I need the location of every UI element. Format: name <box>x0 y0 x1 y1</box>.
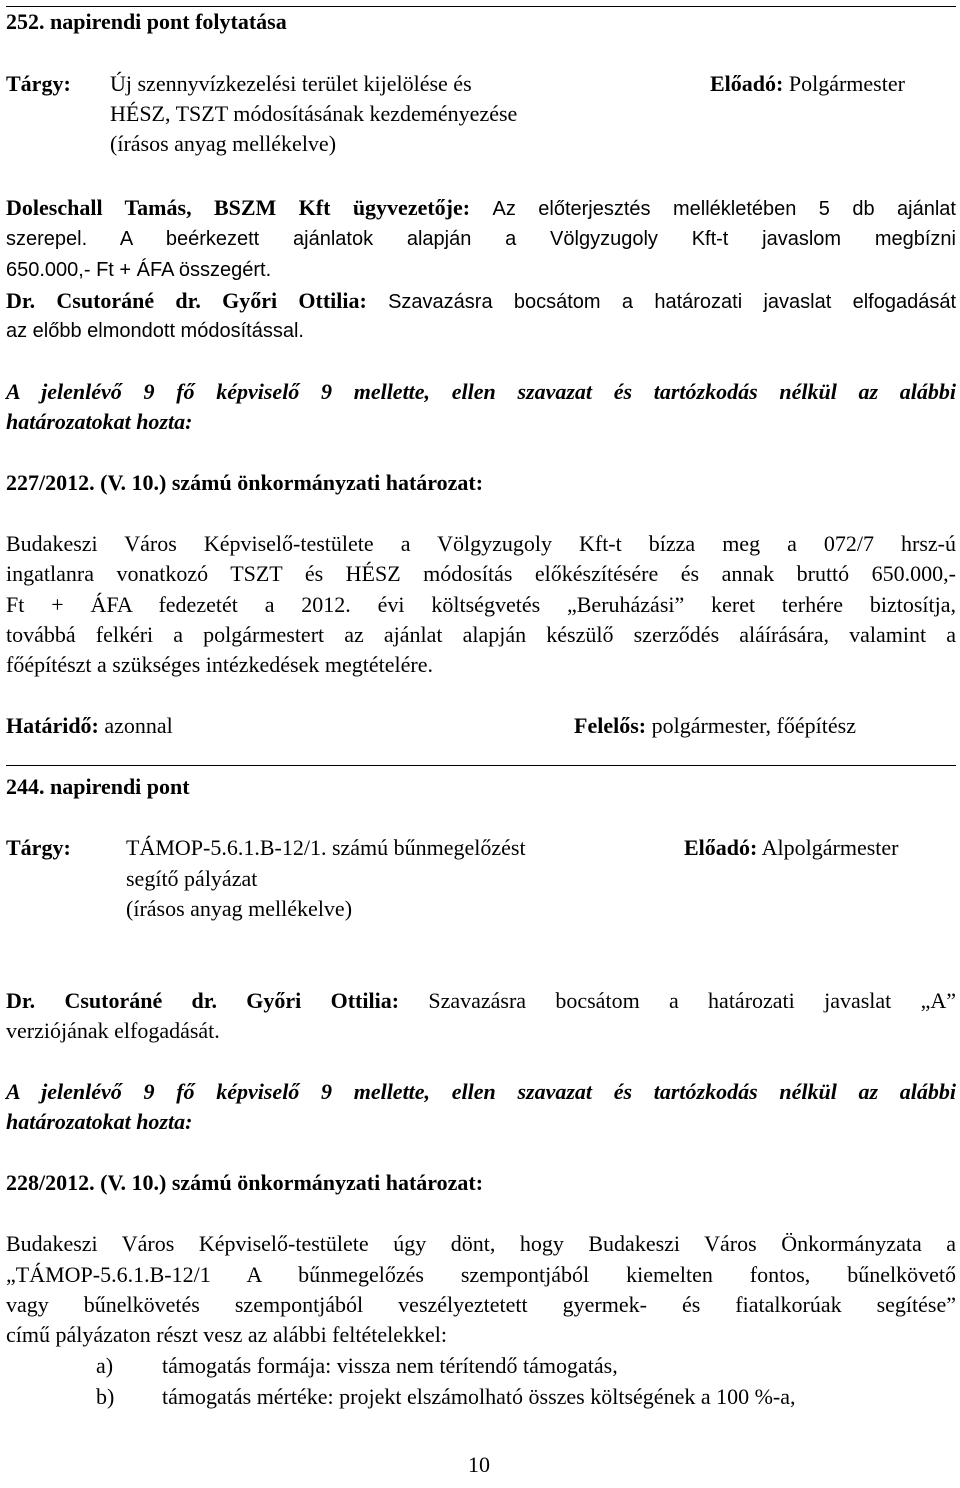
eloado-value: Polgármester <box>788 71 905 96</box>
resolution-title: 227/2012. (V. 10.) számú önkormányzati határozat: <box>6 470 484 495</box>
speech-text: Szavazásra bocsátom a határozati javaslat elfogadását <box>388 291 957 313</box>
targy-line: (írásos anyag mellékelve) <box>126 896 353 921</box>
eloado-label: Előadó: <box>710 71 784 96</box>
targy-line: TÁMOP-5.6.1.B-12/1. számú bűnmegelőzést <box>126 835 526 860</box>
section-heading: 252. napirendi pont folytatása <box>6 9 287 34</box>
speech-line <box>6 195 956 222</box>
resolution-line: főépítészt a szükséges intézkedések megtételére. <box>6 652 433 677</box>
speech-line: szerepel. A beérkezett ajánlatok alapján a Völgyzugoly Kft-t javaslom megbízni <box>6 228 956 250</box>
resolution-title: 228/2012. (V. 10.) számú önkormányzati határozat: <box>6 1170 484 1195</box>
felelos-label: Felelős: <box>574 713 647 738</box>
resolution-line: Budakeszi Város Képviselő-testülete úgy dönt, hogy Budakeszi Város Önkormányzata a <box>6 1231 956 1256</box>
vote-line: határozatokat hozta: <box>6 1109 193 1134</box>
targy-line: segítő pályázat <box>126 866 258 891</box>
resolution-line: vagy bűnelkövetés szempontjából veszélyeztetett gyermek- és fiatalkorúak segítése” <box>6 1292 956 1317</box>
speech-text: Az előterjesztés mellékletében 5 db ajánlat <box>492 198 956 220</box>
hatarido <box>6 713 173 739</box>
felelos <box>574 713 856 739</box>
speech-line <box>6 288 956 315</box>
speech-line: 650.000,- Ft + ÁFA összegért. <box>6 259 272 281</box>
speech-line: verziójának elfogadását. <box>6 1018 220 1043</box>
page-number: 10 <box>468 1452 490 1477</box>
list-marker: a) <box>96 1353 114 1378</box>
eloado <box>710 71 905 97</box>
resolution-line: Ft + ÁFA fedezetét a 2012. évi költségvetés „Beruházási” keret terhére biztosítja, <box>6 592 956 617</box>
vote-line: A jelenlévő 9 fő képviselő 9 mellette, ellen szavazat és tartózkodás nélkül az alábbi <box>6 379 956 404</box>
eloado <box>684 835 899 861</box>
section-divider <box>6 765 956 766</box>
targy-line: HÉSZ, TSZT módosításának kezdeményezése <box>110 101 518 126</box>
resolution-line: című pályázaton részt vesz az alábbi feltételekkel: <box>6 1322 447 1347</box>
list-item: támogatás mértéke: projekt elszámolható összes költségének a 100 %-a, <box>162 1384 796 1409</box>
vote-line: határozatokat hozta: <box>6 409 193 434</box>
resolution-line: ingatlanra vonatkozó TSZT és HÉSZ módosítás előkészítésére és annak bruttó 650.000,- <box>6 561 956 586</box>
hatarido-label: Határidő: <box>6 713 99 738</box>
resolution-line: Budakeszi Város Képviselő-testülete a Völgyzugoly Kft-t bízza meg a 072/7 hrsz-ú <box>6 531 956 556</box>
top-rule <box>6 6 956 7</box>
resolution-line: „TÁMOP-5.6.1.B-12/1 A bűnmegelőzés szempontjából kiemelten fontos, bűnelkövető <box>6 1262 956 1287</box>
resolution-line: továbbá felkéri a polgármestert az ajánlat alapján készülő szerződés aláírására, valamint a <box>6 622 956 647</box>
targy-label: Tárgy: <box>6 71 71 96</box>
eloado-value: Alpolgármester <box>761 835 899 860</box>
speaker: Dr. Csutoráné dr. Győri Ottilia: <box>6 988 400 1013</box>
hatarido-value: azonnal <box>104 713 173 738</box>
targy-line: Új szennyvízkezelési terület kijelölése és <box>110 71 472 96</box>
eloado-label: Előadó: <box>684 835 758 860</box>
vote-line: A jelenlévő 9 fő képviselő 9 mellette, ellen szavazat és tartózkodás nélkül az alábbi <box>6 1079 956 1104</box>
speaker: Doleschall Tamás, BSZM Kft ügyvezetője: <box>6 195 471 220</box>
speaker: Dr. Csutoráné dr. Győri Ottilia: <box>6 288 367 313</box>
speech-text: Szavazásra bocsátom a határozati javaslat „A” <box>428 988 956 1013</box>
felelos-value: polgármester, főépítész <box>651 713 856 738</box>
targy-line: (írásos anyag mellékelve) <box>110 131 337 156</box>
list-marker: b) <box>96 1384 115 1409</box>
speech-line <box>6 988 956 1014</box>
targy-label: Tárgy: <box>6 835 71 860</box>
list-item: támogatás formája: vissza nem térítendő támogatás, <box>162 1353 618 1378</box>
speech-line: az előbb elmondott módosítással. <box>6 320 304 342</box>
section-heading: 244. napirendi pont <box>6 774 190 799</box>
